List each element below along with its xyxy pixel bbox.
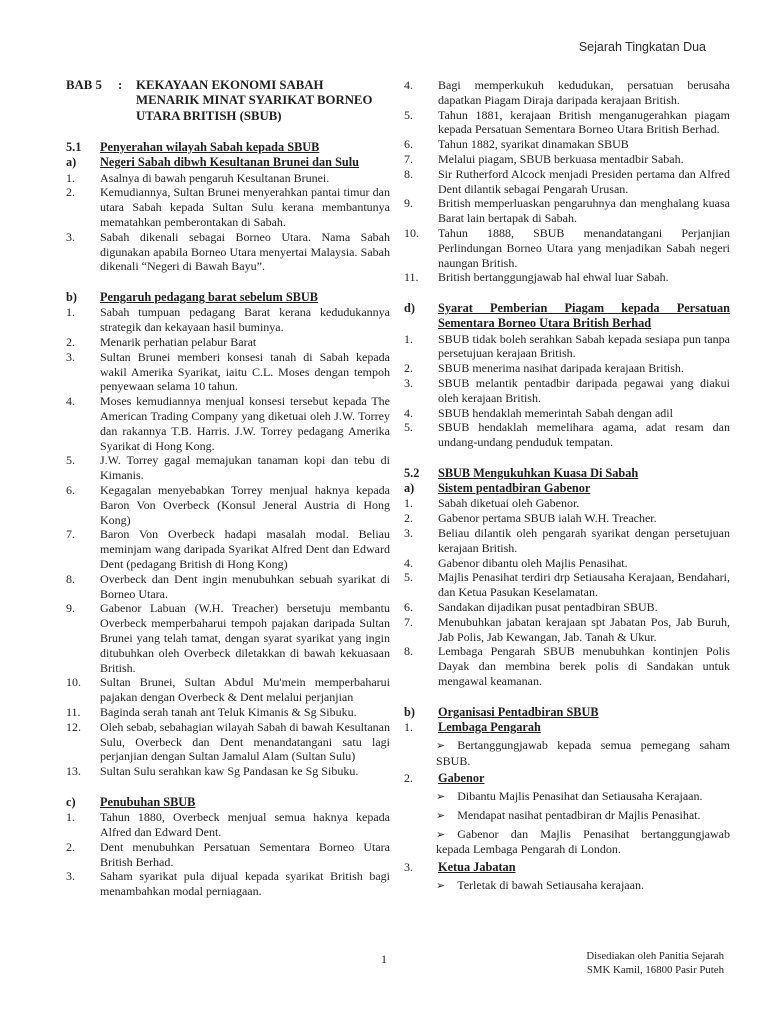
item-number: 8. bbox=[66, 571, 75, 586]
item-number: 1. bbox=[404, 719, 413, 734]
heading-text: Pengaruh pedagang barat sebelum SBUB bbox=[100, 290, 318, 305]
arrow-bullet-icon: ➢ bbox=[436, 739, 446, 752]
item-text: Overbeck dan Dent ingin menubuhkan sebuah syarikat di Borneo Utara. bbox=[100, 571, 390, 601]
heading-number: c) bbox=[66, 794, 76, 809]
section-heading bbox=[404, 466, 730, 481]
list-item bbox=[404, 860, 730, 875]
page-header-title: Sejarah Tingkatan Dua bbox=[578, 40, 706, 54]
list-item bbox=[66, 230, 390, 274]
item-number: 1. bbox=[66, 810, 75, 825]
list-item bbox=[404, 167, 730, 197]
arrow-bullet-icon: ➢ bbox=[436, 880, 446, 893]
item-text: Sabah diketuai oleh Gabenor. bbox=[438, 496, 580, 511]
item-number: 10. bbox=[66, 675, 81, 690]
subsection-heading bbox=[404, 705, 730, 720]
item-text: Sultan Sulu serahkan kaw Sg Pandasan ke Sg Sibuku. bbox=[100, 764, 359, 779]
vertical-space bbox=[66, 779, 390, 795]
item-number: 1. bbox=[66, 170, 75, 185]
subsection-heading bbox=[404, 481, 730, 496]
item-number: 5. bbox=[404, 570, 413, 585]
list-item bbox=[66, 840, 390, 870]
arrow-bullet-item bbox=[404, 878, 730, 894]
list-item bbox=[66, 527, 390, 571]
item-text: Gabenor dibantu oleh Majlis Penasihat. bbox=[438, 555, 628, 570]
item-text: Gabenor pertama SBUB ialah W.H. Treacher. bbox=[438, 511, 657, 526]
arrow-bullet-item bbox=[404, 808, 730, 824]
item-number: 8. bbox=[404, 166, 413, 181]
list-item bbox=[404, 615, 730, 645]
item-number: 7. bbox=[66, 527, 75, 542]
item-number: 5. bbox=[66, 453, 75, 468]
list-item bbox=[404, 332, 730, 362]
subsection-heading bbox=[66, 290, 390, 305]
item-text: Oleh sebab, sebahagian wilayah Sabah di bawah Kesultanan Sulu, Overbeck dan Dent menandatangani satu lagi perjanjian dengan Sultan Jamalul Alam (Sultan Sulu) bbox=[100, 719, 390, 764]
list-item bbox=[404, 137, 730, 152]
page-number: 1 bbox=[381, 952, 387, 966]
list-item bbox=[66, 350, 390, 394]
item-number: 10. bbox=[404, 225, 419, 240]
subsection-heading bbox=[66, 155, 390, 170]
list-item bbox=[66, 764, 390, 779]
item-number: 4. bbox=[66, 394, 75, 409]
item-text: Sultan Brunei memberi konsesi tanah di Sabah kepada wakil Amerika Syarikat, iaitu C.L. Moses dengan tempoh penyewaan selama 10 tahun. bbox=[100, 349, 390, 394]
arrow-bullet-icon: ➢ bbox=[436, 809, 446, 822]
item-text: Terletak di bawah Setiausaha kerajaan. bbox=[457, 878, 644, 893]
subsection-heading bbox=[66, 795, 390, 810]
list-item bbox=[404, 511, 730, 526]
item-number: 2. bbox=[66, 839, 75, 854]
list-item bbox=[404, 556, 730, 571]
item-text: Sir Rutherford Alcock menjadi Presiden pertama dan Alfred Dent dilantik sebagai Pengarah Urusan. bbox=[438, 166, 730, 196]
item-number: 4. bbox=[404, 555, 413, 570]
item-number: 12. bbox=[66, 719, 81, 734]
list-item bbox=[66, 601, 390, 675]
item-number: 4. bbox=[404, 405, 413, 420]
item-number: 1. bbox=[66, 305, 75, 320]
heading-number: a) bbox=[404, 481, 415, 496]
item-number: 8. bbox=[404, 644, 413, 659]
arrow-bullet-icon: ➢ bbox=[436, 791, 446, 804]
list-item bbox=[404, 108, 730, 138]
list-item bbox=[66, 453, 390, 483]
item-number: 7. bbox=[404, 151, 413, 166]
item-number: 9. bbox=[66, 601, 75, 616]
item-text: Tahun 1888, SBUB menandatangani Perjanjian Perlindungan Borneo Utara yang menjadikan Sabah negeri naungan British. bbox=[438, 225, 730, 270]
list-item bbox=[66, 394, 390, 453]
item-text: Lembaga Pengarah SBUB menubuhkan kontinjen Polis Dayak dan membina berek polis di Sandakan untuk mengawal keamanan. bbox=[438, 644, 730, 688]
heading-number: d) bbox=[404, 301, 415, 316]
list-item bbox=[404, 226, 730, 270]
list-item bbox=[66, 483, 390, 527]
chapter-title bbox=[66, 78, 390, 124]
item-text: Menarik perhatian pelabur Barat bbox=[100, 335, 257, 349]
item-number: 6. bbox=[66, 482, 75, 497]
item-number: 3. bbox=[404, 375, 413, 390]
item-text: Sabah tumpuan pedagang Barat kerana kedudukannya strategik dan kekayaan hasil buminya. bbox=[100, 305, 390, 335]
heading-number: b) bbox=[66, 290, 77, 305]
list-item bbox=[404, 376, 730, 406]
item-number: 13. bbox=[66, 764, 81, 779]
item-text: Dibantu Majlis Penasihat dan Setiausaha Kerajaan. bbox=[457, 789, 703, 804]
item-text: Mendapat nasihat pentadbiran dr Majlis Penasihat. bbox=[457, 807, 701, 822]
list-item bbox=[66, 720, 390, 764]
item-number: 2. bbox=[404, 511, 413, 526]
item-number: 6. bbox=[404, 137, 413, 152]
item-text: Gabenor Labuan (W.H. Treacher) bersetuju membantu Overbeck memperbaharui tempoh pajakan daripada Sultan Brunei yang telah tamat, dengan syarat syarikat yang ingin ditubuhkan oleh Overbeck diletakkan di bawah kekuasaan British. bbox=[100, 601, 390, 675]
footer-credit-line2: SMK Kamil, 16800 Pasir Puteh bbox=[586, 963, 724, 976]
list-item bbox=[404, 570, 730, 600]
right-column bbox=[404, 78, 730, 897]
arrow-bullet-item bbox=[404, 789, 730, 805]
heading-text: Penyerahan wilayah Sabah kepada SBUB bbox=[100, 140, 320, 155]
item-number: 1. bbox=[404, 331, 413, 346]
vertical-space bbox=[66, 274, 390, 290]
heading-number: 5.2 bbox=[404, 465, 420, 480]
item-number: 5. bbox=[404, 107, 413, 122]
arrow-bullet-icon: ➢ bbox=[436, 828, 446, 841]
item-number: 3. bbox=[66, 229, 75, 244]
list-item bbox=[66, 335, 390, 350]
subsection-heading bbox=[404, 301, 730, 331]
item-number: 2. bbox=[404, 771, 413, 786]
item-number: 3. bbox=[404, 860, 413, 875]
item-text: SBUB hendaklah memerintah Sabah dengan adil bbox=[438, 405, 673, 420]
chapter-title-line: MENARIK MINAT SYARIKAT BORNEO bbox=[136, 93, 373, 108]
item-number: 3. bbox=[66, 869, 75, 884]
section-heading bbox=[66, 140, 390, 155]
item-number: 3. bbox=[404, 525, 413, 540]
item-text: Asalnya di bawah pengaruh Kesultanan Brunei. bbox=[100, 170, 330, 185]
chapter-colon: : bbox=[118, 78, 123, 92]
list-item bbox=[404, 644, 730, 688]
item-text: Dent menubuhkan Persatuan Sementara Borneo Utara British Berhad. bbox=[100, 839, 390, 869]
item-text: Bagi memperkukuh kedudukan, persatuan berusaha dapatkan Piagam Diraja daripada kerajaan British. bbox=[438, 78, 730, 107]
item-text: Sultan Brunei, Sultan Abdul Mu'mein memperbaharui pajakan dengan Overbeck & Dent melalui perjanjian bbox=[100, 675, 390, 705]
heading-number: a) bbox=[66, 155, 77, 170]
item-number: 3. bbox=[66, 349, 75, 364]
heading-text: Sistem pentadbiran Gabenor bbox=[438, 481, 591, 496]
heading-text: Syarat Pemberian Piagam kepada Persatuan Sementara Borneo Utara British Berhad bbox=[438, 301, 730, 331]
item-text: Baginda serah tanah ant Teluk Kimanis & Sg Sibuku. bbox=[100, 704, 357, 719]
item-number: 7. bbox=[404, 614, 413, 629]
item-text: Gabenor dan Majlis Penasihat bertanggungjawab kepada Lembaga Pengarah di London. bbox=[436, 826, 730, 857]
item-number: 5. bbox=[404, 420, 413, 435]
vertical-space bbox=[404, 285, 730, 301]
item-text: Melalui piagam, SBUB berkuasa mentadbir Sabah. bbox=[438, 151, 684, 166]
item-number: 2. bbox=[66, 185, 75, 200]
list-item bbox=[404, 600, 730, 615]
item-number: 2. bbox=[404, 361, 413, 376]
item-text: SBUB hendaklah memelihara agama, adat resam dan undang-undang penduduk tempatan. bbox=[438, 420, 730, 450]
list-item bbox=[404, 152, 730, 167]
arrow-bullet-item bbox=[404, 827, 730, 858]
arrow-bullet-item bbox=[404, 738, 730, 769]
list-item bbox=[66, 185, 390, 229]
chapter-title-line: KEKAYAAN EKONOMI SABAH bbox=[136, 78, 324, 92]
item-number: 11. bbox=[66, 704, 81, 719]
item-text: Kemudiannya, Sultan Brunei menyerahkan pantai timur dan utara Sabah kepada Sultan Sulu kerana membantunya mematahkan pemberontakan di Sabah. bbox=[100, 185, 390, 230]
item-text: Bertanggungjawab kepada semua pemegang saham SBUB. bbox=[436, 737, 730, 768]
list-item bbox=[66, 675, 390, 705]
item-number: 11. bbox=[404, 270, 419, 285]
item-number: 6. bbox=[404, 599, 413, 614]
item-number: 4. bbox=[404, 78, 413, 92]
list-item bbox=[404, 771, 730, 786]
item-text: Moses kemudiannya menjual konsesi tersebut kepada The American Trading Company yang diketuai oleh J.W. Torrey dan rakannya T.B. Harris. J.W. Torrey pedagang Amerika Syarikat di Hong Kong. bbox=[100, 394, 390, 453]
item-number: 1. bbox=[404, 496, 413, 511]
heading-number: b) bbox=[404, 704, 415, 719]
item-text: British bertanggungjawab hal ehwal luar Sabah. bbox=[438, 270, 669, 285]
footer-credit bbox=[586, 950, 724, 977]
item-number: 9. bbox=[404, 196, 413, 211]
heading-number: 5.1 bbox=[66, 140, 82, 155]
item-text: British memperluaskan pengaruhnya dan menghalang kuasa Barat lain bertapak di Sabah. bbox=[438, 196, 730, 226]
list-item bbox=[66, 572, 390, 602]
item-text: Menubuhkan jabatan kerajaan spt Jabatan Pos, Jab Buruh, Jab Polis, Jab Kewangan, Jab. Tanah & Ukur. bbox=[438, 614, 730, 644]
list-item bbox=[404, 196, 730, 226]
vertical-space bbox=[404, 450, 730, 466]
item-text: Sabah dikenali sebagai Borneo Utara. Nama Sabah digunakan apabila Borneo Utara menyertai Malaysia. Sabah dikenali “Negeri di Bawah Bayu”. bbox=[100, 229, 390, 274]
item-text: Tahun 1882, syarikat dinamakan SBUB bbox=[438, 137, 629, 152]
left-column bbox=[66, 78, 390, 899]
item-text: SBUB menerima nasihat daripada kerajaan British. bbox=[438, 361, 684, 376]
item-text: Kegagalan menyebabkan Torrey menjual haknya kepada Baron Von Overbeck (Konsul Jeneral Austria di Hong Kong) bbox=[100, 482, 390, 527]
item-text: Ketua Jabatan bbox=[438, 860, 516, 875]
list-item bbox=[66, 705, 390, 720]
chapter-label: BAB 5 bbox=[66, 78, 102, 92]
item-text: Lembaga Pengarah bbox=[438, 719, 541, 734]
chapter-title-line: UTARA BRITISH (SBUB) bbox=[136, 108, 282, 123]
item-text: SBUB tidak boleh serahkan Sabah kepada sesiapa pun tanpa persetujuan kerajaan British. bbox=[438, 331, 730, 361]
list-item bbox=[404, 420, 730, 450]
list-item bbox=[66, 869, 390, 899]
item-text: J.W. Torrey gagal memajukan tanaman kopi dan tebu di Kimanis. bbox=[100, 453, 390, 483]
list-item bbox=[404, 496, 730, 511]
list-item bbox=[66, 810, 390, 840]
vertical-space bbox=[66, 124, 390, 140]
list-item bbox=[404, 361, 730, 376]
item-text: Beliau dilantik oleh pengarah syarikat dengan persetujuan kerajaan British. bbox=[438, 525, 730, 555]
item-text: SBUB melantik pentadbir daripada pegawai yang diakui oleh kerajaan British. bbox=[438, 375, 730, 405]
item-text: Majlis Penasihat terdiri drp Setiausaha Kerajaan, Bendahari, dan Ketua Pasukan Keselamatan. bbox=[438, 570, 730, 600]
item-text: Tahun 1880, Overbeck menjual semua haknya kepada Alfred dan Edward Dent. bbox=[100, 810, 390, 839]
item-text: Baron Von Overbeck hadapi masalah modal. Beliau meminjam wang daripada Syarikat Alfred Dent dan Edward Dent (pedagang British di Hong Kong) bbox=[100, 527, 390, 571]
list-item bbox=[66, 171, 390, 186]
heading-text: Negeri Sabah dibwh Kesultanan Brunei dan Sulu bbox=[100, 155, 359, 170]
list-item bbox=[66, 305, 390, 335]
list-item bbox=[404, 526, 730, 556]
heading-text: Penubuhan SBUB bbox=[100, 794, 196, 809]
heading-text: SBUB Mengukuhkan Kuasa Di Sabah bbox=[438, 465, 639, 480]
list-item bbox=[404, 270, 730, 285]
item-text: Sandakan dijadikan pusat pentadbiran SBUB. bbox=[438, 599, 658, 614]
footer-credit-line1: Disediakan oleh Panitia Sejarah bbox=[586, 950, 724, 962]
item-text: Gabenor bbox=[438, 771, 485, 786]
vertical-space bbox=[404, 689, 730, 705]
list-item bbox=[404, 78, 730, 108]
list-item bbox=[404, 406, 730, 421]
list-item bbox=[404, 720, 730, 735]
item-text: Saham syarikat pula dijual kepada syarikat British bagi menambahkan modal perniagaan. bbox=[100, 869, 390, 899]
item-text: Tahun 1881, kerajaan British menganugerahkan piagam kepada Persatuan Sementara Borneo Utara British Berhad. bbox=[438, 107, 730, 137]
heading-text: Organisasi Pentadbiran SBUB bbox=[438, 704, 599, 719]
item-number: 2. bbox=[66, 335, 75, 349]
